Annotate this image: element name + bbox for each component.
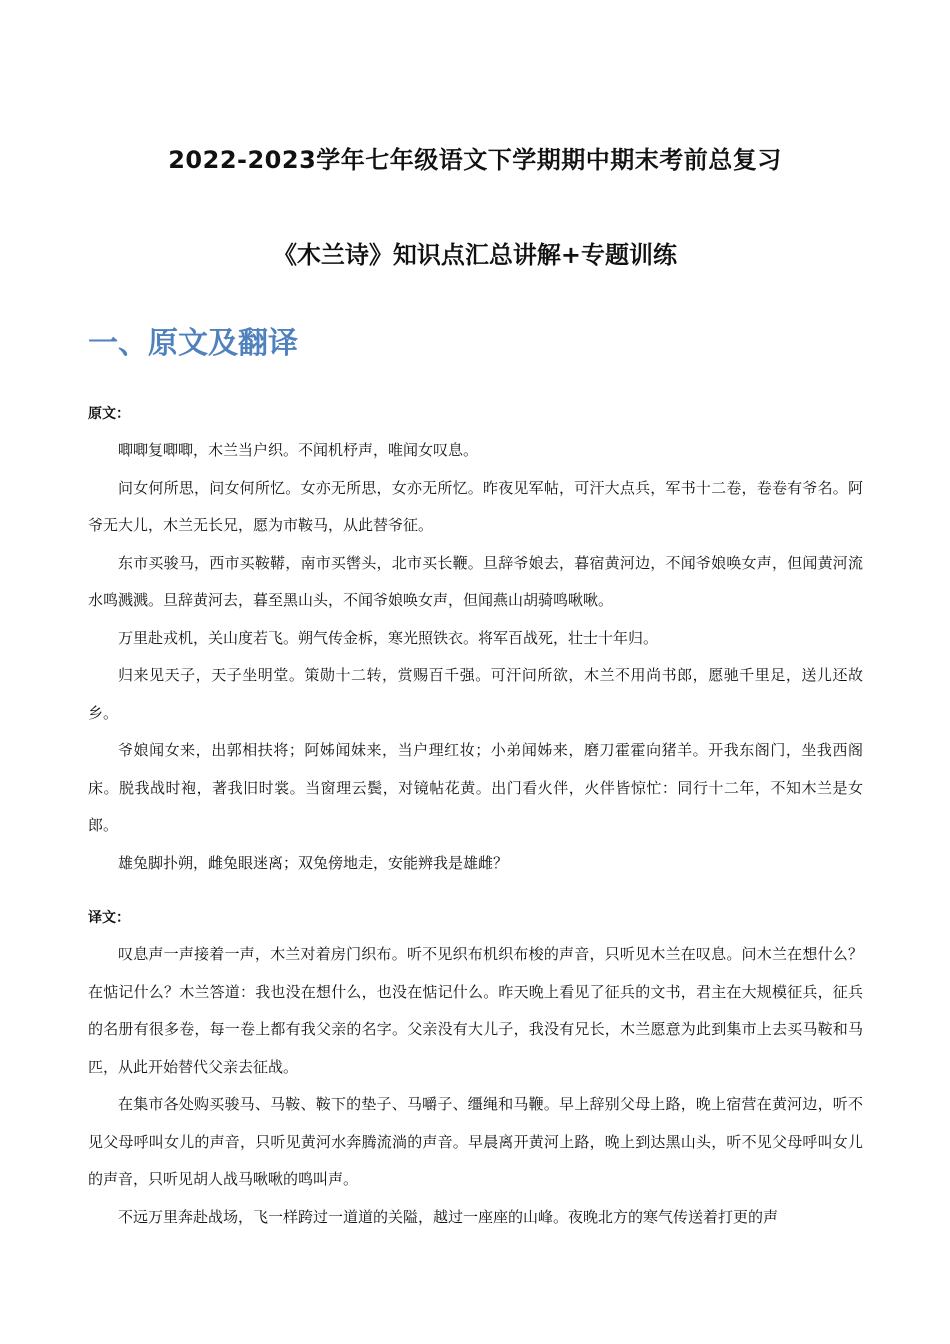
document-title: 2022-2023学年七年级语文下学期期中期末考前总复习 bbox=[168, 146, 782, 174]
original-paragraph: 问女何所思，问女何所忆。女亦无所思，女亦无所忆。昨夜见军帖，可汗大点兵，军书十二卷，卷卷有爷名。阿爷无大儿，木兰无长兄，愿为市鞍马，从此替爷征。 bbox=[88, 478, 863, 534]
original-paragraph: 爷娘闻女来，出郭相扶将；阿姊闻妹来，当户理红妆；小弟闻姊来，磨刀霍霍向猪羊。开我东阁门，坐我西阁床。脱我战时袍，著我旧时裳。当窗理云鬓，对镜帖花黄。出门看火伴，火伴皆惊忙：同行十二年，不知木兰是女郎。 bbox=[88, 741, 863, 834]
original-paragraph: 万里赴戎机，关山度若飞。朔气传金柝，寒光照铁衣。将军百战死，壮士十年归。 bbox=[118, 628, 659, 647]
translation-paragraph: 在集市各处购买骏马、马鞍、鞍下的垫子、马嚼子、缰绳和马鞭。早上辞别父母上路，晚上宿营在黄河边，听不见父母呼叫女儿的声音，只听见黄河水奔腾流淌的声音。早晨离开黄河上路，晚上到达黑山头，听不见父母呼叫女儿的声音，只听见胡人战马啾啾的鸣叫声。 bbox=[88, 1095, 863, 1188]
original-text-block bbox=[88, 402, 863, 882]
document-subtitle: 《木兰诗》知识点汇总讲解+专题训练 bbox=[272, 241, 678, 269]
original-paragraph: 东市买骏马，西市买鞍鞯，南市买辔头，北市买长鞭。旦辞爷娘去，暮宿黄河边，不闻爷娘唤女声，但闻黄河流水鸣溅溅。旦辞黄河去，暮至黑山头，不闻爷娘唤女声，但闻燕山胡骑鸣啾啾。 bbox=[88, 553, 863, 609]
section-heading: 一、原文及翻译 bbox=[88, 326, 298, 361]
original-paragraph: 唧唧复唧唧，木兰当户织。不闻机杼声，唯闻女叹息。 bbox=[118, 441, 479, 459]
translation-paragraph: 叹息声一声接着一声，木兰对着房门织布。听不见织布机织布梭的声音，只听见木兰在叹息。问木兰在想什么？在惦记什么？木兰答道：我也没在想什么，也没在惦记什么。昨天晚上看见了征兵的文书，君主在大规模征兵，征兵的名册有很多卷，每一卷上都有我父亲的名字。父亲没有大儿子，我没有兄长，木兰愿意为此到集市上去买马鞍和马匹，从此开始替代父亲去征战。 bbox=[88, 945, 863, 1076]
translation-label: 译文： bbox=[88, 910, 130, 926]
translation-paragraph: 不远万里奔赴战场，飞一样跨过一道道的关隘，越过一座座的山峰。夜晚北方的寒气传送着打更的声 bbox=[118, 1207, 779, 1226]
translation-text-block bbox=[88, 906, 863, 1236]
original-paragraph: 归来见天子，天子坐明堂。策勋十二转，赏赐百千强。可汗问所欲，木兰不用尚书郎，愿驰千里足，送儿还故乡。 bbox=[88, 666, 863, 722]
original-label: 原文： bbox=[88, 406, 130, 422]
original-paragraph: 雄兔脚扑朔，雌兔眼迷离；双兔傍地走，安能辨我是雄雌？ bbox=[118, 853, 509, 872]
